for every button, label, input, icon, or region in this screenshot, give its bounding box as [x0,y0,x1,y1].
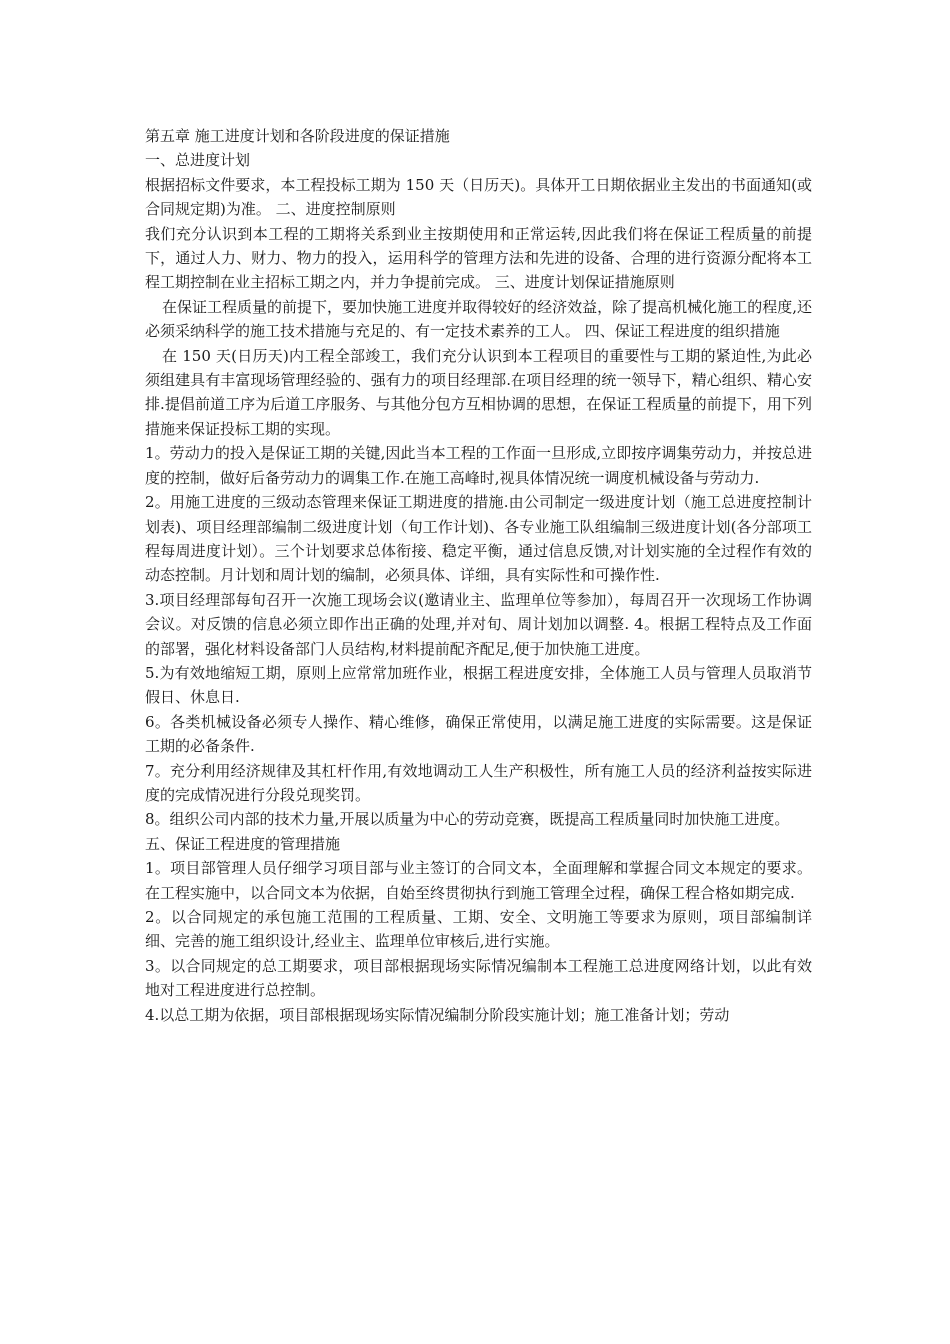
list-item-org-1: 1。劳动力的投入是保证工期的关键,因此当本工程的工作面一旦形成,立即按序调集劳动力，并按总进度的控制，做好后备劳动力的调集工作.在施工高峰时,视具体情况统一调度机械设备与劳动力. [145,444,812,487]
section-heading-5: 五、保证工程进度的管理措施 [145,834,341,853]
section-heading-1: 一、总进度计划 [145,151,251,170]
document-page [145,124,812,1027]
paragraph-schedule: 根据招标文件要求，本工程投标工期为 150 天（日历天)。具体开工日期依据业主发出的书面通知(或合同规定期)为准。 二、进度控制原则 [145,175,812,219]
paragraph-control-principle: 我们充分认识到本工程的工期将关系到业主按期使用和正常运转,因此我们将在保证工程质量的前提下，通过人力、财力、物力的投入，运用科学的管理方法和先进的设备、合理的进行资源分配将本工程工期控制在业主招标工期之内，并力争提前完成。 三、进度计划保证措施原则 [145,224,812,292]
list-item-org-6: 6。各类机械设备必须专人操作、精心维修，确保正常使用，以满足施工进度的实际需要。这是保证工期的必备条件. [145,712,812,756]
list-item-org-2: 2。用施工进度的三级动态管理来保证工期进度的措施.由公司制定一级进度计划（施工总进度控制计划表)、项目经理部编制二级进度计划（旬工作计划)、各专业施工队组编制三级进度计划(各分部项工程每周进度计划）。三个计划要求总体衔接、稳定平衡，通过信息反馈,对计划实施的全过程作有效的动态控制。月计划和周计划的编制，必须具体、详细，具有实际性和可操作性. [145,493,812,585]
paragraph-organization: 在 150 天(日历天)内工程全部竣工，我们充分认识到本工程项目的重要性与工期的紧迫性,为此必须组建具有丰富现场管理经验的、强有力的项目经理部.在项目经理的统一领导下，精心组织、精心安排.提倡前道工序为后道工序服务、与其他分包方互相协调的思想，在保证工程质量的前提下，用下列措施来保证投标工期的实现。 [145,346,812,438]
list-item-mgmt-1: 1。项目部管理人员仔细学习项目部与业主签订的合同文本，全面理解和掌握合同文本规定的要求。在工程实施中，以合同文本为依据，自始至终贯彻执行到施工管理全过程，确保工程合格如期完成. [145,859,812,902]
list-item-mgmt-2: 2。以合同规定的承包施工范围的工程质量、工期、安全、文明施工等要求为原则，项目部编制详细、完善的施工组织设计,经业主、监理单位审核后,进行实施。 [145,908,812,951]
list-item-mgmt-4: 4.以总工期为依据，项目部根据现场实际情况编制分阶段实施计划；施工准备计划；劳动 [145,1005,730,1024]
chapter-title: 第五章 施工进度计划和各阶段进度的保证措施 [145,127,450,145]
list-item-org-8: 8。组织公司内部的技术力量,开展以质量为中心的劳动竞赛，既提高工程质量同时加快施工进度。 [145,810,790,829]
list-item-mgmt-3: 3。以合同规定的总工期要求，项目部根据现场实际情况编制本工程施工总进度网络计划，以此有效地对工程进度进行总控制。 [145,956,812,1000]
list-item-org-5: 5.为有效地缩短工期，原则上应常常加班作业，根据工程进度安排，全体施工人员与管理人员取消节假日、休息日. [145,663,812,707]
list-item-org-3: 3.项目经理部每旬召开一次施工现场会议(邀请业主、监理单位等参加），每周召开一次现场工作协调会议。对反馈的信息必须立即作出正确的处理,并对旬、周计划加以调整. 4。根据工程特点及工作面的部署，强化材料设备部门人员结构,材料提前配齐配足,便于加快施工进度。 [145,590,812,658]
list-item-org-7: 7。充分利用经济规律及其杠杆作用,有效地调动工人生产积极性，所有施工人员的经济利益按实际进度的完成情况进行分段兑现奖罚。 [145,761,812,804]
paragraph-guarantee-principle: 在保证工程质量的前提下，要加快施工进度并取得较好的经济效益，除了提高机械化施工的程度,还必须采纳科学的施工技术措施与充足的、有一定技术素养的工人。 四、保证工程进度的组织措施 [145,297,812,341]
